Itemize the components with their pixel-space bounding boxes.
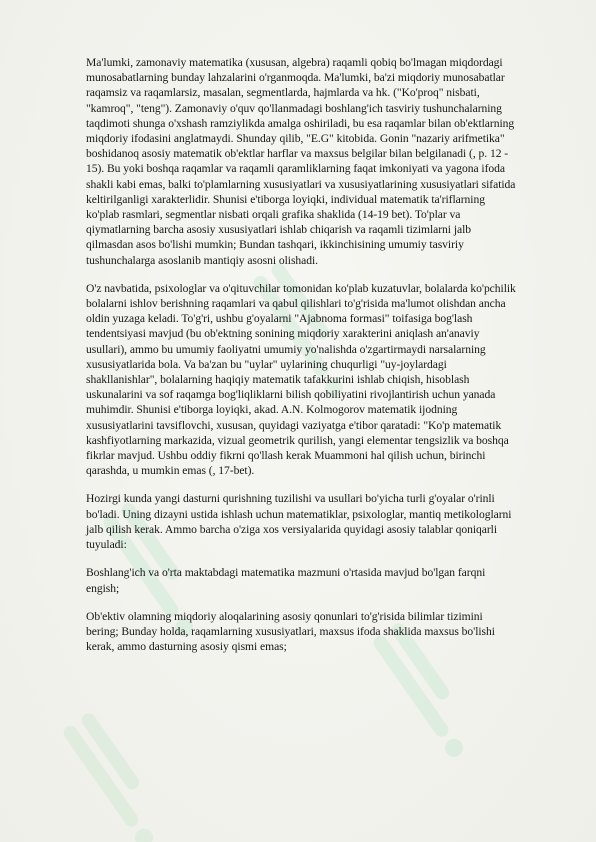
paragraph-3: Hozirgi kunda yangi dasturni qurishning tuzilishi va usullari bo'yicha turli g'oyalar o'rinli bo'ladi. Uning dizayni ustida ishlash uchun matematiklar, psixologlar, mantiq metikologlarni jalb qilish kerak. Ammo barcha o'ziga xos versiyalarida quyidagi asosiy talablar qoniqarli tuyuladi: [86, 492, 512, 552]
paragraph-4: Boshlang'ich va o'rta maktabdagi matematika mazmuni o'rtasida mavjud bo'lgan farqni engish; [86, 566, 486, 595]
paragraph-5: Ob'ektiv olamning miqdoriy aloqalarining asosiy qonunlari to'g'risida bilimlar tizimini bering; Bunday holda, raqamlarning xususiyatlari, maxsus ifoda shaklida maxsus bo'lishi kerak, ammo dasturning asosiy qismi emas; [86, 609, 495, 654]
document-body [86, 55, 516, 667]
paragraph-1: Ma'lumki, zamonaviy matematika (xususan, algebra) raqamli qobiq bo'lmagan miqdordagi munosabatlarning bunday lahzalarini o'rganmoqda. Ma'lumki, ba'zi miqdoriy munosabatlar raqamsiz va raqamlarsiz, masalan, segmentlarda, hajmlarda va hk. ("Ko'proq" nisbati, "kamroq", "teng"). Zamonaviy o'quv qo'llanmadagi boshlang'ich tasviriy tushunchalarning taqdimoti shunga o'xshash ramziylikda amalga oshiriladi, bu esa raqamlar bilan ob'ektlarning miqdoriy ifodasini anglatmaydi. Shunday qilib, "E.G" kitobida. Gonin "nazariy arifmetika" boshidanoq asosiy matematik ob'ektlar harflar va maxsus belgilar bilan belgilanadi (, p. 12 - 15). Bu yoki boshqa raqamlar va raqamli qaramliklarning faqat imkoniyati va yagona ifoda shakli kabi emas, balki to'plamlarning xususiyatlari va xususiyatlarining xususiyatlari sifatida keltirilganligi xarakterlidir. Shunisi e'tiborga loyiqki, individual matematik ta'riflarning ko'plab rasmlari, segmentlar nisbati orqali grafika shaklida (14-19 bet). To'plar va qiymatlarning barcha asosiy xususiyatlari ishlab chiqarish va raqamli tizimlarni jalb qilmasdan asos bo'lishi mumkin; Bundan tashqari, ikkinchisining umumiy tasviriy tushunchalarga asoslanib mantiqiy asosni olishadi. [86, 56, 516, 267]
watermark-logo-icon [59, 711, 173, 842]
paragraph-2: O'z navbatida, psixologlar va o'qituvchilar tomonidan ko'plab kuzatuvlar, bolalarda ko'pchilik bolalarni ishlov berishning raqamlari va qabul qilishlari to'g'risida ma'lumot olishdan ancha oldin yuzaga keladi. To'g'ri, ushbu g'oyalarni "Ajabnoma formasi" toifasiga bog'lash tendentsiyasi mavjud (bu ob'ektning sonining miqdoriy xarakterini aniqlash an'anaviy usullari), ammo bu umumiy faoliyatni umumiy yo'nalishda o'zgartirmaydi narsalarning xususiyatlarida bola. Va ba'zan bu "uylar" uylarining chuqurligi "uy-joylardagi shakllanishlar", bolalarning haqiqiy matematik tafakkurini ishlab chiqish, hisoblash uskunalarini va sof raqamga bog'liqliklarni bilish qobiliyatini rivojlantirish uchun yanada muhimdir. Shunisi e'tiborga loyiqki, akad. A.N. Kolmogorov matematik ijodning xususiyatlarini tavsiflovchi, xususan, quyidagi vaziyatga e'tibor qaratadi: "Ko'p matematik kashfiyotlarning markazida, vizual geometrik qurilish, yangi elementar tengsizlik va boshqa fikrlar mavjud. Ushbu oddiy fikrni qo'llash kerak Muammoni hal qilish uchun, birinchi qarashda, u mumkin emas (, 17-bet). [86, 281, 516, 478]
